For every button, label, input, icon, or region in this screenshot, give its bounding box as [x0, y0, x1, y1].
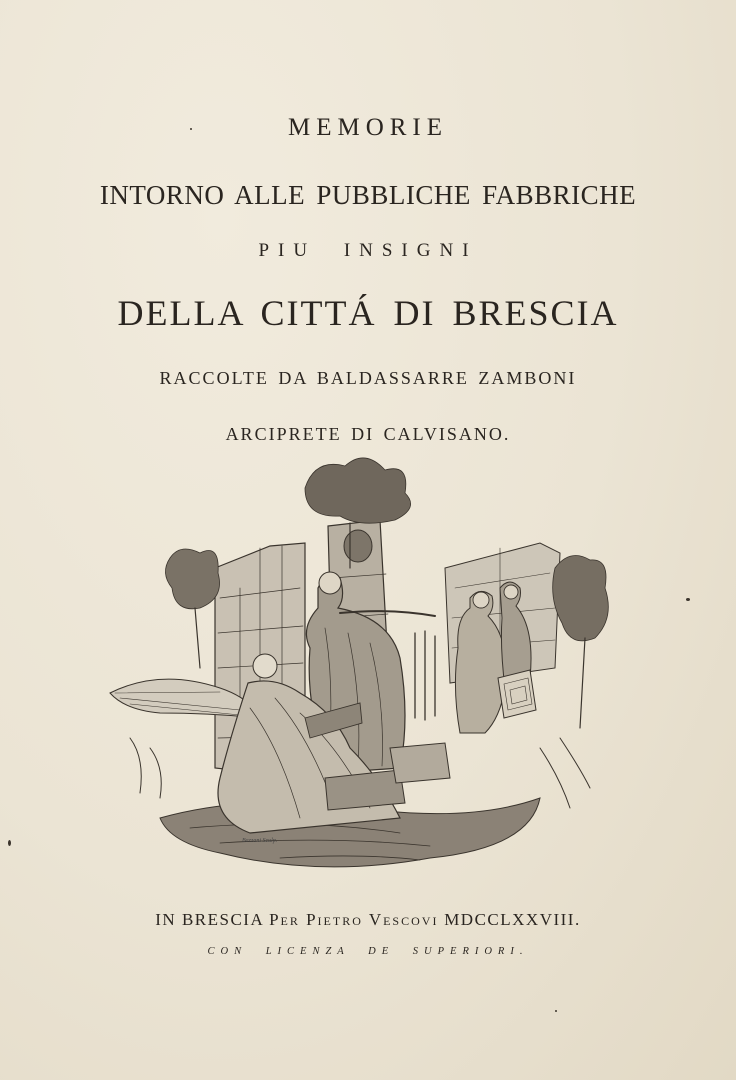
- title-line-subject: INTORNO ALLE PUBBLICHE FABBRICHE: [99, 180, 637, 210]
- imprint-line: [0, 910, 736, 930]
- paper-speck: [8, 840, 11, 846]
- imprint-year: MDCCLXXVIII.: [444, 910, 581, 929]
- engraver-signature: Bazzani Sculp.: [242, 838, 278, 844]
- title-line-memorie: MEMORIE: [287, 114, 449, 141]
- author-title-line: ARCIPRETE DI CALVISANO.: [225, 424, 511, 444]
- imprint-place: IN BRESCIA: [155, 910, 264, 929]
- author-line: RACCOLTE DA BALDASSARRE ZAMBONI: [159, 368, 577, 388]
- license-line: CON LICENZA DE SUPERIORI.: [207, 946, 529, 957]
- engraved-vignette: [100, 448, 640, 898]
- paper-speck: [190, 128, 192, 130]
- paper-speck: [686, 598, 690, 601]
- title-line-piu-insigni: PIU INSIGNI: [258, 240, 478, 261]
- paper-speck: [555, 1010, 557, 1012]
- title-line-city: DELLA CITTÁ DI BRESCIA: [117, 293, 619, 333]
- imprint-printer: Per Pietro Vescovi: [269, 910, 439, 929]
